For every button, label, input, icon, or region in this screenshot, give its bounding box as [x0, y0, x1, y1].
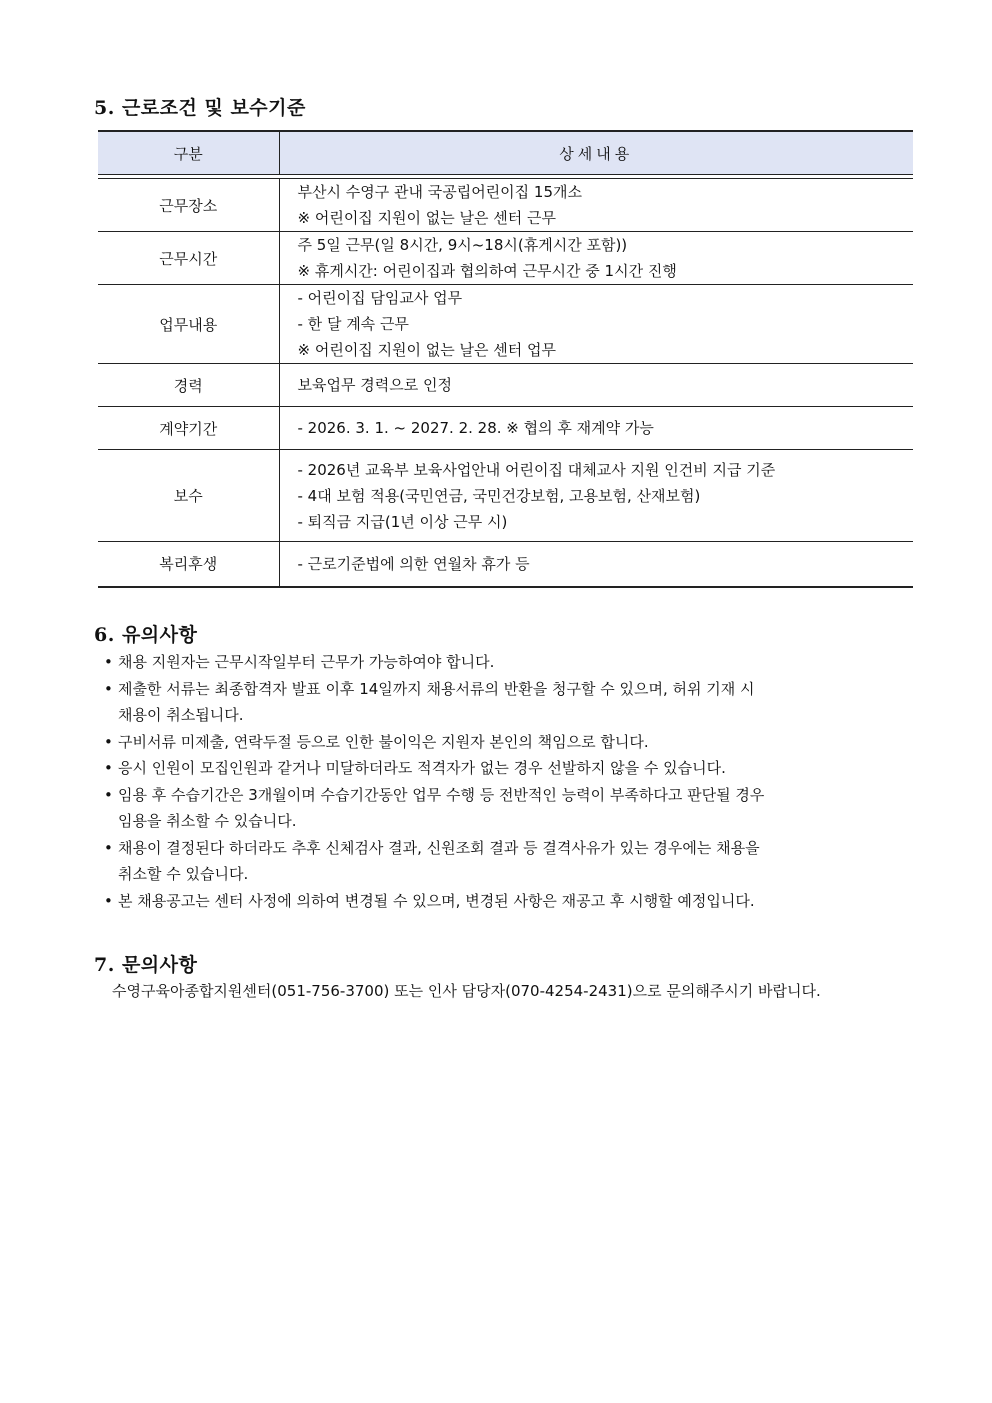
row-label: 업무내용: [98, 285, 279, 364]
note-line: 본 채용공고는 센터 사정에 의하여 변경될 수 있으며, 변경된 사항은 재공고 후 시행할 예정입니다.: [118, 891, 755, 910]
row-label: 근무장소: [98, 179, 279, 232]
detail-line: - 2026년 교육부 보육사업안내 어린이집 대체교사 지원 인건비 지급 기준: [297, 460, 776, 479]
bullet-icon: •: [104, 732, 113, 751]
row-detail: [279, 364, 913, 407]
note-line: 제출한 서류는 최종합격자 발표 이후 14일까지 채용서류의 반환을 청구할 수 있으며, 허위 기재 시: [118, 679, 755, 698]
detail-line: ※ 휴게시간: 어린이집과 협의하여 근무시간 중 1시간 진행: [297, 262, 677, 280]
note-line: 임용을 취소할 수 있습니다.: [118, 812, 297, 830]
contact-info: 수영구육아종합지원센터(051-756-3700) 또는 인사 담당자(070-4254-2431)으로 문의해주시기 바랍니다.: [112, 982, 821, 1000]
note-item: [104, 755, 894, 782]
note-item: [104, 835, 894, 888]
row-label: 근무시간: [98, 232, 279, 285]
detail-line: - 근로기준법에 의한 연월차 휴가 등: [297, 554, 530, 573]
detail-line: 보육업무 경력으로 인정: [297, 376, 452, 394]
bullet-icon: •: [104, 891, 113, 910]
note-line: 채용이 결정된다 하더라도 추후 신체검사 결과, 신원조회 결과 등 결격사유가 있는 경우에는 채용을: [118, 838, 760, 857]
row-detail: [279, 542, 913, 587]
detail-line: ※ 어린이집 지원이 없는 날은 센터 업무: [297, 341, 557, 359]
table-row: [98, 285, 913, 364]
section-title-inquiries: 7. 문의사항: [94, 954, 198, 976]
row-label: 복리후생: [98, 542, 279, 587]
row-detail: [279, 450, 913, 542]
working-conditions-table: [98, 130, 913, 588]
bullet-icon: •: [104, 838, 113, 857]
table-row: [98, 407, 913, 450]
table-row: [98, 542, 913, 587]
note-line: 채용 지원자는 근무시작일부터 근무가 가능하여야 합니다.: [118, 653, 495, 671]
row-detail: [279, 179, 913, 232]
detail-line: ※ 어린이집 지원이 없는 날은 센터 근무: [297, 209, 557, 227]
section-title-notes: 6. 유의사항: [94, 624, 198, 646]
note-item: [104, 888, 894, 915]
detail-line: 주 5일 근무(일 8시간, 9시~18시(휴게시간 포함)): [297, 236, 628, 254]
table-row: [98, 232, 913, 285]
row-label: 보수: [98, 450, 279, 542]
bullet-icon: •: [104, 785, 113, 804]
column-header-details: 상세내용: [279, 131, 913, 175]
detail-line: - 퇴직금 지급(1년 이상 근무 시): [297, 512, 508, 531]
note-line: 응시 인원이 모집인원과 같거나 미달하더라도 적격자가 없는 경우 선발하지 않을 수 있습니다.: [118, 759, 726, 777]
detail-line: 부산시 수영구 관내 국공립어린이집 15개소: [297, 183, 582, 201]
detail-line: - 2026. 3. 1. ~ 2027. 2. 28. ※ 협의 후 재계약 가능: [297, 419, 654, 437]
row-detail: [279, 232, 913, 285]
note-line: 취소할 수 있습니다.: [118, 865, 249, 883]
table-row: [98, 179, 913, 232]
table-row: [98, 364, 913, 407]
column-header-category: 구분: [98, 131, 279, 175]
section-title-working-conditions: 5. 근로조건 및 보수기준: [94, 97, 306, 119]
note-line: 구비서류 미제출, 연락두절 등으로 인한 불이익은 지원자 본인의 책임으로 합니다.: [118, 732, 649, 751]
note-item: [104, 729, 894, 756]
row-detail: [279, 285, 913, 364]
detail-line: - 한 달 계속 근무: [297, 315, 409, 333]
detail-line: - 어린이집 담임교사 업무: [297, 289, 463, 307]
note-line: 임용 후 수습기간은 3개월이며 수습기간동안 업무 수행 등 전반적인 능력이 부족하다고 판단될 경우: [118, 785, 765, 804]
table-row: [98, 450, 913, 542]
table-header-row: [98, 131, 913, 175]
detail-line: - 4대 보험 적용(국민연금, 국민건강보험, 고용보험, 산재보험): [297, 486, 701, 505]
note-item: [104, 782, 894, 835]
note-item: [104, 676, 894, 729]
note-item: [104, 649, 894, 676]
bullet-icon: •: [104, 759, 113, 777]
row-label: 경력: [98, 364, 279, 407]
bullet-icon: •: [104, 653, 113, 671]
note-line: 채용이 취소됩니다.: [118, 706, 244, 724]
row-detail: [279, 407, 913, 450]
bullet-icon: •: [104, 679, 113, 698]
notes-list: [104, 649, 894, 914]
row-label: 계약기간: [98, 407, 279, 450]
